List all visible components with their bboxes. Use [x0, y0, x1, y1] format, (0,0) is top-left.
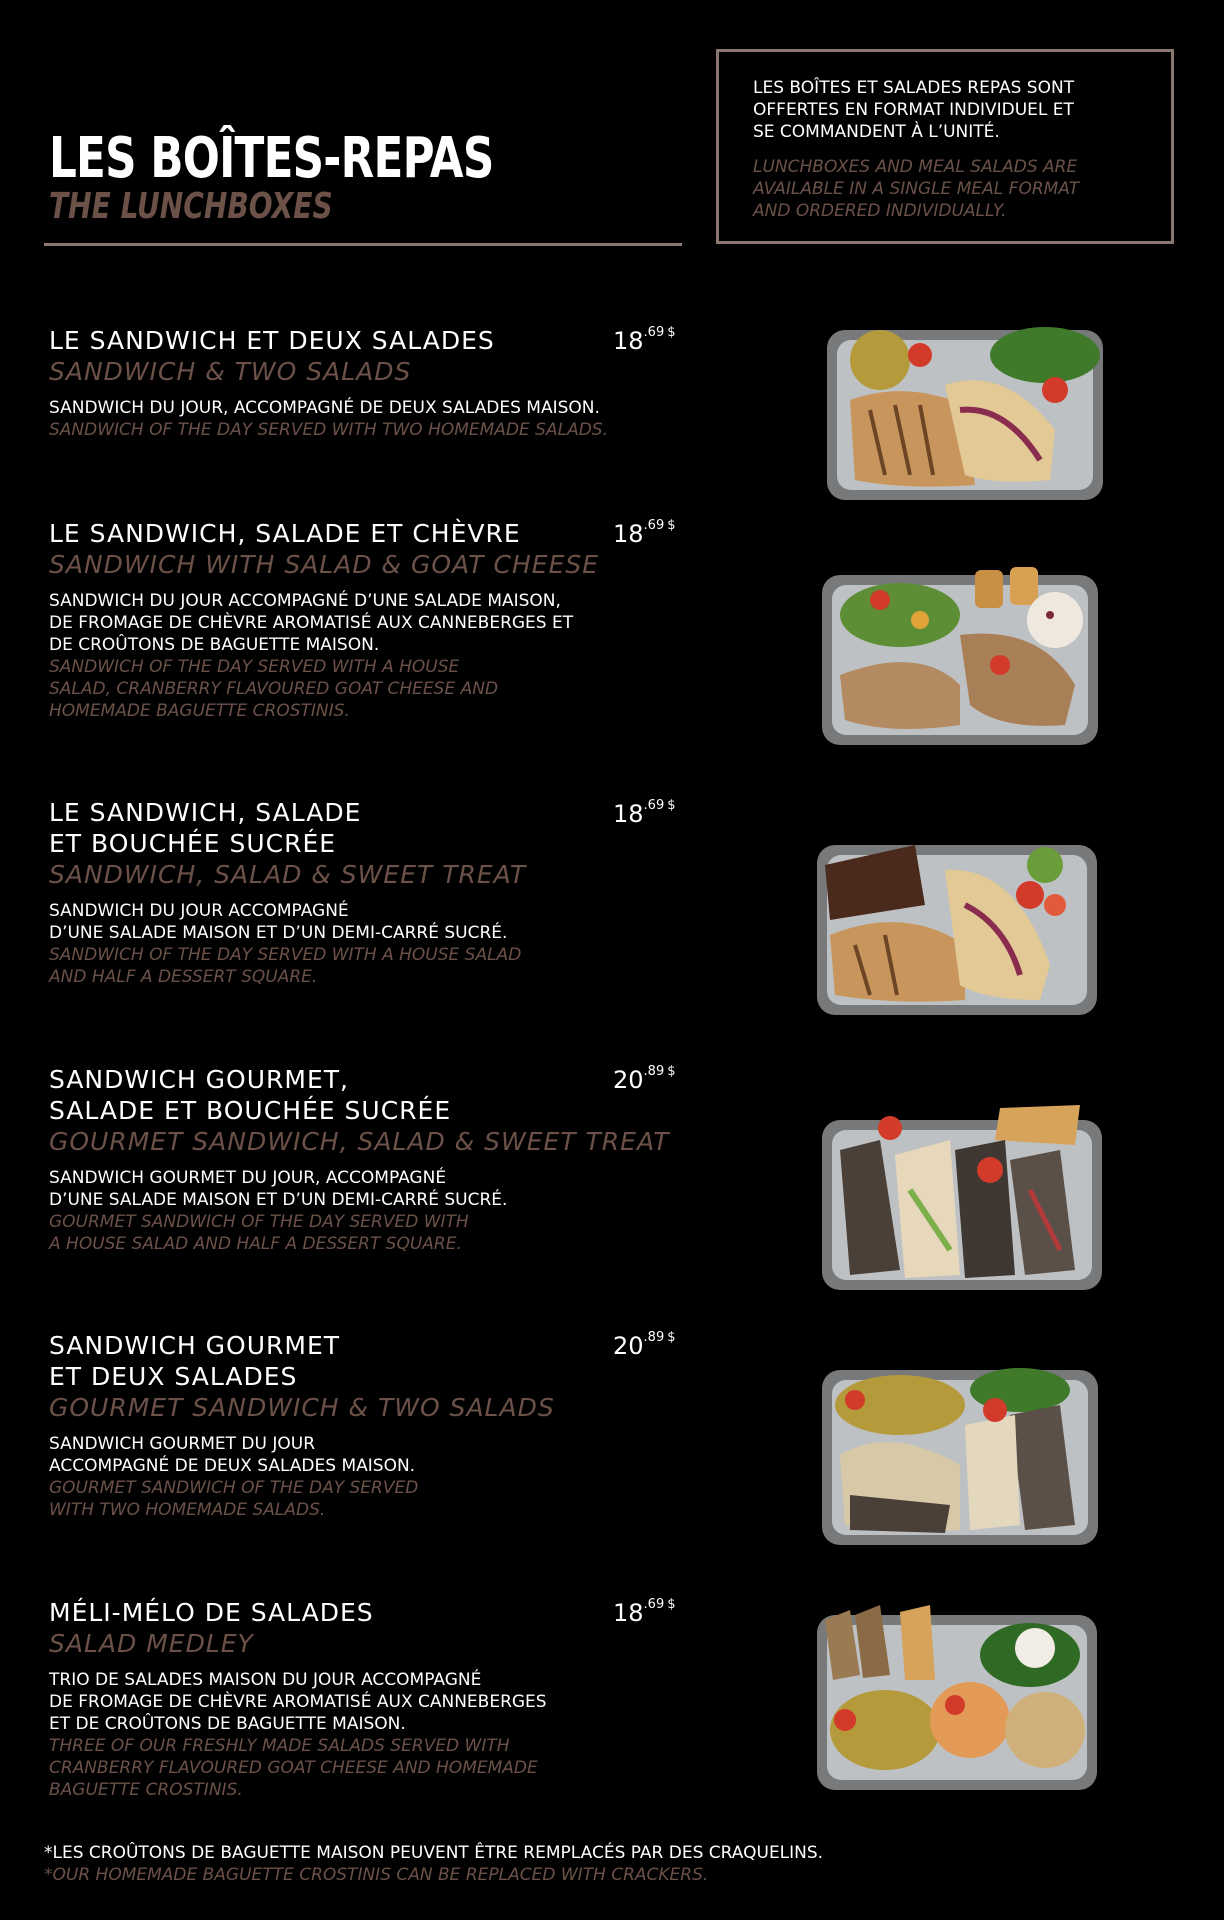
item-description-fr: SANDWICH DU JOUR ACCOMPAGNÉ D’UNE SALADE MAISON, DE FROMAGE DE CHÈVRE AROMATISÉ AUX CANNEBERGES ET DE CROÛTONS DE BAGUETTE MAISON. [49, 591, 574, 655]
item-subtitle: SANDWICH & TWO SALADS [49, 357, 412, 386]
item-description-en: THREE OF OUR FRESHLY MADE SALADS SERVED WITH CRANBERRY FLAVOURED GOAT CHEESE AND HOMEMADE BAGUETTE CROSTINIS. [49, 1736, 538, 1800]
item-price [613, 327, 676, 355]
item-description-fr: SANDWICH GOURMET DU JOUR, ACCOMPAGNÉ D’UNE SALADE MAISON ET D’UN DEMI-CARRÉ SUCRÉ. [49, 1168, 508, 1210]
price-currency: $ [667, 1597, 676, 1612]
price-dollars: 20 [613, 1332, 644, 1360]
price-cents: .69 [643, 1597, 665, 1612]
price-cents: .89 [643, 1330, 665, 1345]
item-description-fr: SANDWICH DU JOUR, ACCOMPAGNÉ DE DEUX SALADES MAISON. [49, 398, 600, 418]
price-currency: $ [667, 518, 676, 533]
food-photo [815, 310, 1115, 505]
info-box [716, 49, 1174, 244]
price-currency: $ [667, 1330, 676, 1345]
menu-item [49, 518, 689, 722]
item-price [613, 520, 676, 548]
price-cents: .89 [643, 1064, 665, 1079]
footnote-fr: *LES CROÛTONS DE BAGUETTE MAISON PEUVENT ÊTRE REMPLACÉS PAR DES CRAQUELINS. [44, 1843, 824, 1863]
item-title: MÉLI-MÉLO DE SALADES [49, 1598, 374, 1627]
lunchbox-photo [810, 1100, 1110, 1295]
item-title: SANDWICH GOURMET ET DEUX SALADES [49, 1331, 341, 1391]
price-dollars: 18 [613, 327, 644, 355]
item-description-en: GOURMET SANDWICH OF THE DAY SERVED WITH TWO HOMEMADE SALADS. [49, 1478, 419, 1520]
menu-item [49, 1064, 689, 1255]
price-currency: $ [667, 325, 676, 340]
item-subtitle: GOURMET SANDWICH, SALAD & SWEET TREAT [49, 1127, 670, 1156]
footnote [44, 1842, 823, 1886]
item-title: LE SANDWICH, SALADE ET BOUCHÉE SUCRÉE [49, 798, 362, 858]
menu-item [49, 1597, 689, 1801]
lunchbox-photo [805, 825, 1105, 1020]
item-description-en: SANDWICH OF THE DAY SERVED WITH A HOUSE SALAD AND HALF A DESSERT SQUARE. [49, 945, 522, 987]
item-title: SANDWICH GOURMET, SALADE ET BOUCHÉE SUCRÉE [49, 1065, 452, 1125]
menu-item [49, 325, 689, 441]
price-dollars: 18 [613, 520, 644, 548]
item-price [613, 1332, 676, 1360]
footnote-en: *OUR HOMEMADE BAGUETTE CROSTINIS CAN BE REPLACED WITH CRACKERS. [44, 1865, 709, 1885]
price-cents: .69 [643, 518, 665, 533]
menu-item [49, 1330, 689, 1521]
page-title: LES BOÎTES-REPAS [49, 126, 494, 191]
item-description-fr: SANDWICH GOURMET DU JOUR ACCOMPAGNÉ DE DEUX SALADES MAISON. [49, 1434, 416, 1476]
header-divider [44, 243, 682, 246]
food-photo [810, 1100, 1110, 1295]
info-text-fr: LES BOÎTES ET SALADES REPAS SONT OFFERTES EN FORMAT INDIVIDUEL ET SE COMMANDENT À L’UNITÉ. [753, 78, 1075, 142]
lunchbox-photo [805, 1600, 1105, 1795]
price-cents: .69 [643, 325, 665, 340]
item-description-en: SANDWICH OF THE DAY SERVED WITH A HOUSE SALAD, CRANBERRY FLAVOURED GOAT CHEESE AND HOMEMADE BAGUETTE CROSTINIS. [49, 657, 499, 721]
lunchbox-photo [810, 1355, 1110, 1550]
food-photo [805, 825, 1105, 1020]
item-description-fr: TRIO DE SALADES MAISON DU JOUR ACCOMPAGNÉ DE FROMAGE DE CHÈVRE AROMATISÉ AUX CANNEBERGES ET DE CROÛTONS DE BAGUETTE MAISON. [49, 1670, 547, 1734]
food-photo [805, 1600, 1105, 1795]
price-dollars: 18 [613, 1599, 644, 1627]
item-description-en: SANDWICH OF THE DAY SERVED WITH TWO HOMEMADE SALADS. [49, 420, 608, 440]
item-subtitle: SANDWICH, SALAD & SWEET TREAT [49, 860, 527, 889]
food-photo [810, 555, 1110, 750]
info-text-en: LUNCHBOXES AND MEAL SALADS ARE AVAILABLE IN A SINGLE MEAL FORMAT AND ORDERED INDIVIDUALLY. [753, 157, 1080, 221]
item-price [613, 800, 676, 828]
item-subtitle: GOURMET SANDWICH & TWO SALADS [49, 1393, 555, 1422]
price-dollars: 18 [613, 800, 644, 828]
lunchbox-photo [810, 555, 1110, 750]
item-price [613, 1599, 676, 1627]
item-price [613, 1066, 676, 1094]
item-title: LE SANDWICH ET DEUX SALADES [49, 326, 495, 355]
price-currency: $ [667, 1064, 676, 1079]
item-title: LE SANDWICH, SALADE ET CHÈVRE [49, 519, 521, 548]
item-subtitle: SALAD MEDLEY [49, 1629, 254, 1658]
food-photo [810, 1355, 1110, 1550]
price-currency: $ [667, 798, 676, 813]
item-description-fr: SANDWICH DU JOUR ACCOMPAGNÉ D’UNE SALADE MAISON ET D’UN DEMI-CARRÉ SUCRÉ. [49, 901, 508, 943]
item-subtitle: SANDWICH WITH SALAD & GOAT CHEESE [49, 550, 600, 579]
price-dollars: 20 [613, 1066, 644, 1094]
lunchbox-photo [815, 310, 1115, 505]
item-description-en: GOURMET SANDWICH OF THE DAY SERVED WITH A HOUSE SALAD AND HALF A DESSERT SQUARE. [49, 1212, 469, 1254]
page-subtitle: THE LUNCHBOXES [49, 186, 333, 227]
price-cents: .69 [643, 798, 665, 813]
menu-item [49, 797, 689, 988]
